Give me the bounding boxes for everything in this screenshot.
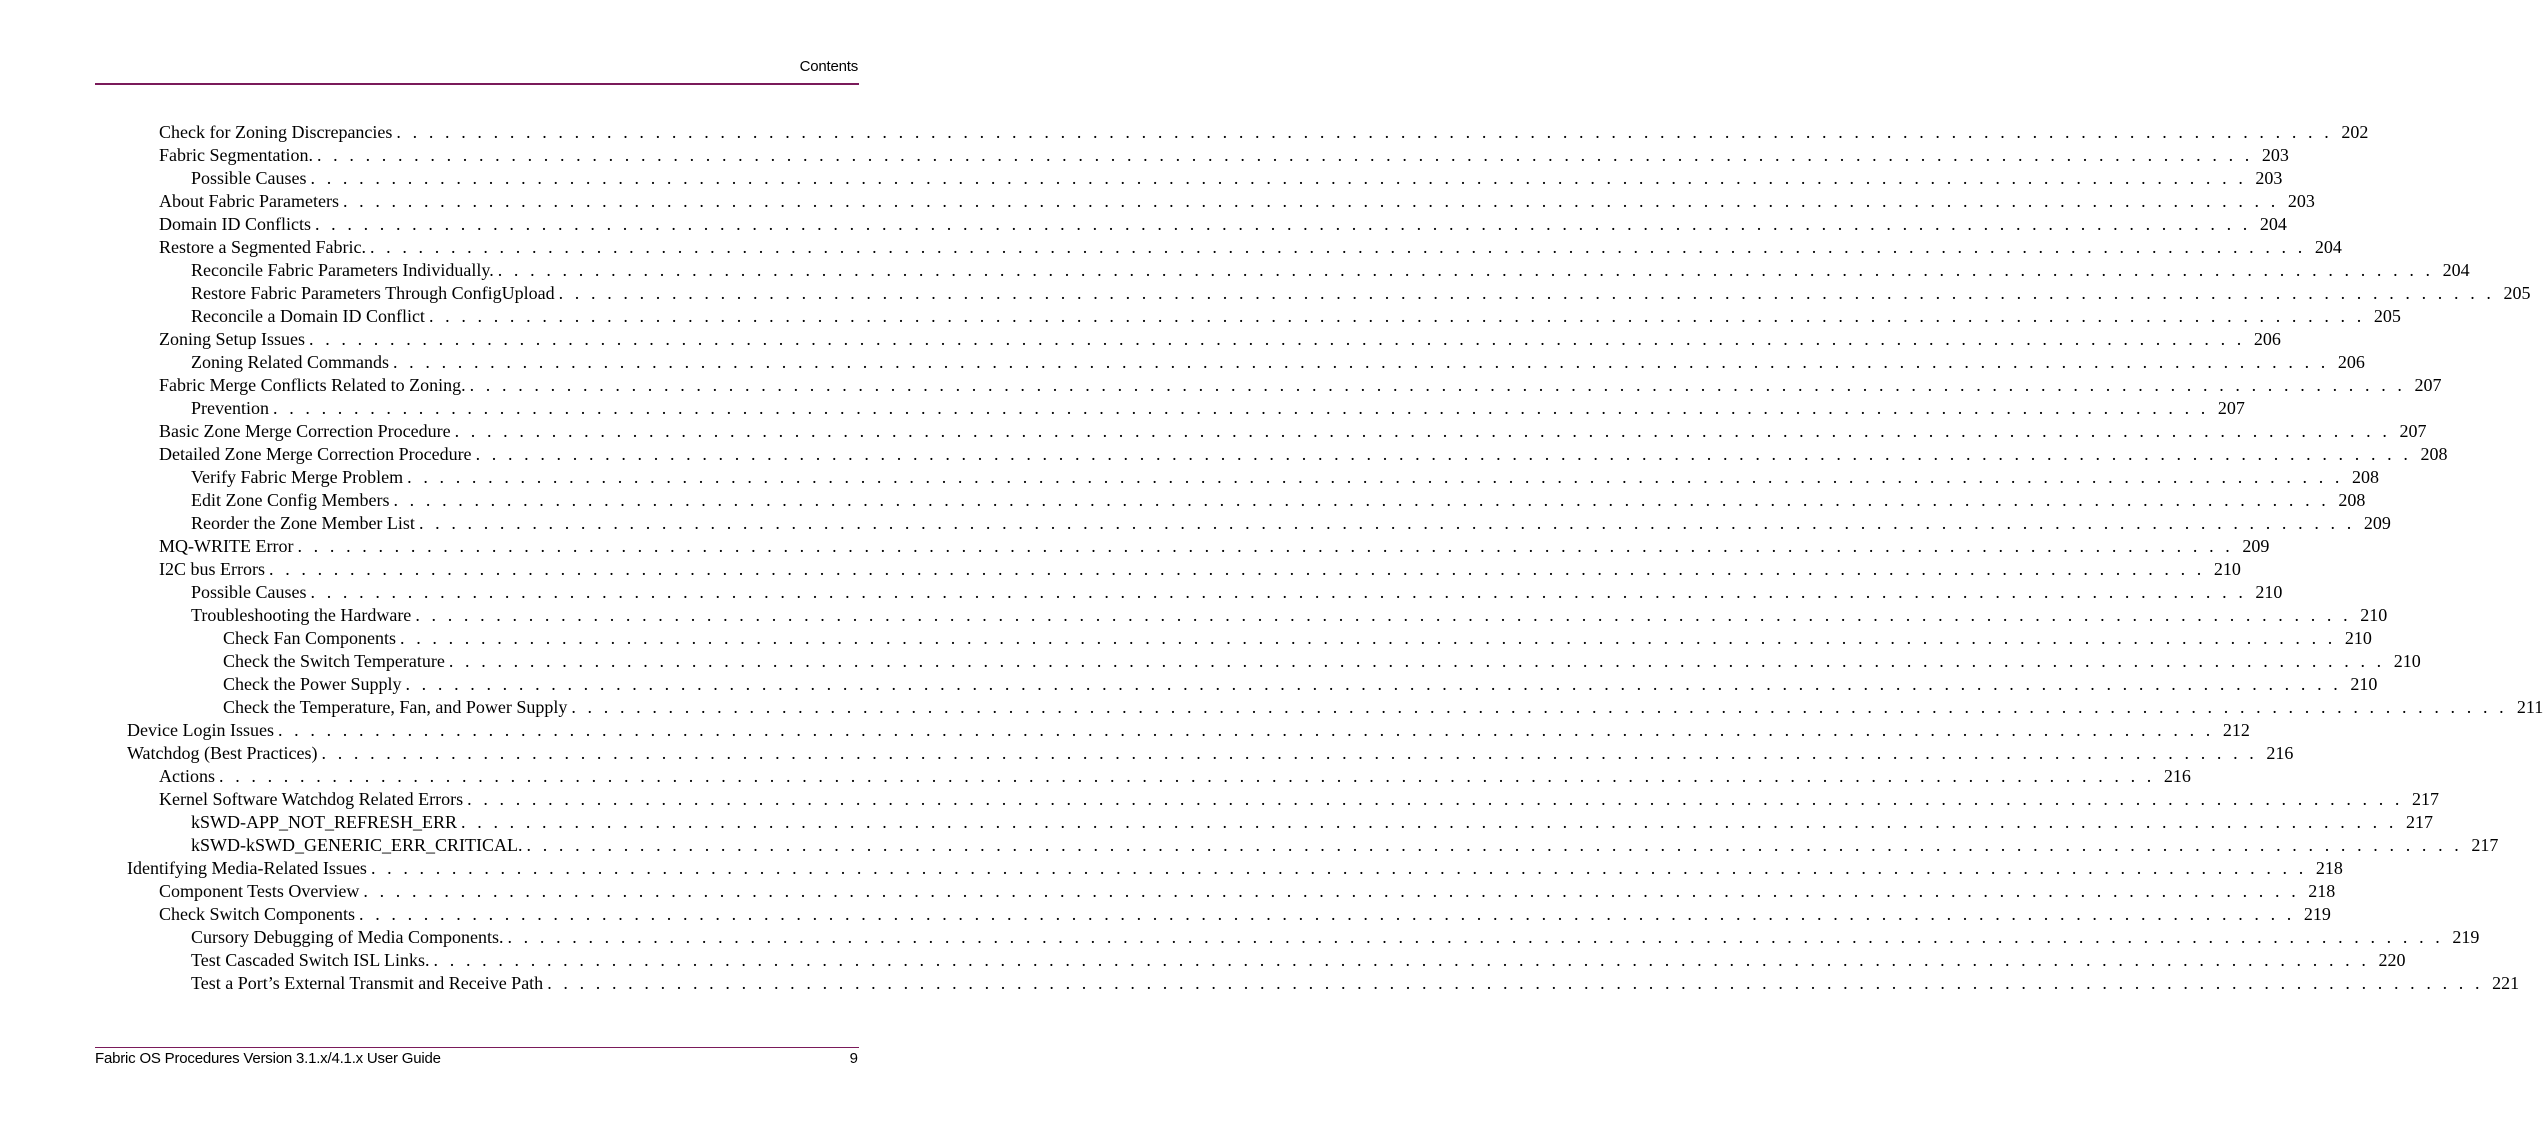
toc-dot-leader: . . . . . . . . . . . . . . . . . . . . . . . . . . . . . . . . . . . . . . . . . . . . . . . . . . . . . . . . . . . . . . . . . . . . . . . . . . . . . . . . . . . . . . . . . . . . . . . . . . . . . . . . . . . . . . . . . . . . . . . . — [448, 651, 2385, 671]
toc-dot-leader: . . . . . . . . . . . . . . . . . . . . . . . . . . . . . . . . . . . . . . . . . . . . . . . . . . . . . . . . . . . . . . . . . . . . . . . . . . . . . . . . . . . . . . . . . . . . . . . . . . . . . . . . . . . . . . . . . . . . . . . . — [475, 444, 2412, 464]
toc-entry-title: Reorder the Zone Member List — [191, 513, 415, 533]
toc-entry-page: 207 — [2217, 398, 2245, 418]
toc-entry[interactable] — [159, 374, 2442, 397]
toc-dot-leader: . . . . . . . . . . . . . . . . . . . . . . . . . . . . . . . . . . . . . . . . . . . . . . . . . . . . . . . . . . . . . . . . . . . . . . . . . . . . . . . . . . . . . . . . . . . . . . . . . . . . . . . . . . . . . . . . . . . . . . . . — [219, 766, 2155, 786]
toc-entry[interactable] — [127, 857, 2343, 880]
toc-dot-leader: . . . . . . . . . . . . . . . . . . . . . . . . . . . . . . . . . . . . . . . . . . . . . . . . . . . . . . . . . . . . . . . . . . . . . . . . . . . . . . . . . . . . . . . . . . . . . . . . . . . . . . . . . . . . . . . . . . . . . . . . — [526, 835, 2463, 855]
toc-entry[interactable] — [191, 489, 2366, 512]
toc-dot-leader: . . . . . . . . . . . . . . . . . . . . . . . . . . . . . . . . . . . . . . . . . . . . . . . . . . . . . . . . . . . . . . . . . . . . . . . . . . . . . . . . . . . . . . . . . . . . . . . . . . . . . . . . . . . . . . . . . . . . . . . . — [396, 122, 2333, 142]
toc-dot-leader: . . . . . . . . . . . . . . . . . . . . . . . . . . . . . . . . . . . . . . . . . . . . . . . . . . . . . . . . . . . . . . . . . . . . . . . . . . . . . . . . . . . . . . . . . . . . . . . . . . . . . . . . . . . . . . . . . . . . . . . . — [415, 605, 2352, 625]
toc-entry-title: Fabric Merge Conflicts Related to Zoning. — [159, 375, 466, 395]
toc-entry-title: Restore a Segmented Fabric. — [159, 237, 366, 257]
toc-entry[interactable] — [191, 305, 2401, 328]
toc-entry[interactable] — [191, 397, 2245, 420]
toc-dot-leader: . . . . . . . . . . . . . . . . . . . . . . . . . . . . . . . . . . . . . . . . . . . . . . . . . . . . . . . . . . . . . . . . . . . . . . . . . . . . . . . . . . . . . . . . . . . . . . . . . . . . . . . . . . . . . . . . . . . . . . . . — [269, 559, 2205, 579]
toc-entry[interactable] — [191, 581, 2283, 604]
toc-entry[interactable] — [127, 742, 2294, 765]
toc-dot-leader: . . . . . . . . . . . . . . . . . . . . . . . . . . . . . . . . . . . . . . . . . . . . . . . . . . . . . . . . . . . . . . . . . . . . . . . . . . . . . . . . . . . . . . . . . . . . . . . . . . . . . . . . . . . . . . . . . . . . . . . . — [342, 191, 2279, 211]
toc-entry-title: Component Tests Overview — [159, 881, 360, 901]
toc-entry-page: 219 — [2303, 904, 2331, 924]
toc-entry-title: Restore Fabric Parameters Through ConfigUpload — [191, 283, 555, 303]
toc-entry-page: 221 — [2492, 973, 2520, 993]
toc-dot-leader: . . . . . . . . . . . . . . . . . . . . . . . . . . . . . . . . . . . . . . . . . . . . . . . . . . . . . . . . . . . . . . . . . . . . . . . . . . . . . . . . . . . . . . . . . . . . . . . . . . . . . . . . . . . . . . . . . . . . . . . . — [428, 306, 2365, 326]
toc-entry-title: Test a Port’s External Transmit and Receive Path — [191, 973, 544, 993]
toc-dot-leader: . . . . . . . . . . . . . . . . . . . . . . . . . . . . . . . . . . . . . . . . . . . . . . . . . . . . . . . . . . . . . . . . . . . . . . . . . . . . . . . . . . . . . . . . . . . . . . . . . . . . . . . . . . . . . . . . . . . . . . . . — [454, 421, 2391, 441]
toc-dot-leader: . . . . . . . . . . . . . . . . . . . . . . . . . . . . . . . . . . . . . . . . . . . . . . . . . . . . . . . . . . . . . . . . . . . . . . . . . . . . . . . . . . . . . . . . . . . . . . . . . . . . . . . . . . . . . . . . . . . . . . . . — [316, 145, 2253, 165]
toc-entry-page: 216 — [2163, 766, 2191, 786]
toc-entry-page: 210 — [2213, 559, 2241, 579]
toc-entry-title: Verify Fabric Merge Problem — [191, 467, 404, 487]
toc-dot-leader: . . . . . . . . . . . . . . . . . . . . . . . . . . . . . . . . . . . . . . . . . . . . . . . . . . . . . . . . . . . . . . . . . . . . . . . . . . . . . . . . . . . . . . . . . . . . . . . . . . . . . . . . . . . . . . . . . . . . . . . . — [571, 697, 2508, 717]
toc-dot-leader: . . . . . . . . . . . . . . . . . . . . . . . . . . . . . . . . . . . . . . . . . . . . . . . . . . . . . . . . . . . . . . . . . . . . . . . . . . . . . . . . . . . . . . . . . . . . . . . . . . . . . . . . . . . . . . . . . . . . . . . . — [405, 674, 2342, 694]
toc-entry[interactable] — [191, 512, 2391, 535]
toc-dot-leader: . . . . . . . . . . . . . . . . . . . . . . . . . . . . . . . . . . . . . . . . . . . . . . . . . . . . . . . . . . . . . . . . . . . . . . . . . . . . . . . . . . . . . . . . . . . . . . . . . . . . . . . . . . . . . . . . . . . . . . . . — [418, 513, 2355, 533]
toc-entry[interactable] — [159, 880, 2336, 903]
toc-entry-title: Domain ID Conflicts — [159, 214, 311, 234]
toc-entry-title: Possible Causes — [191, 168, 307, 188]
toc-entry-title: Troubleshooting the Hardware — [191, 605, 412, 625]
toc-entry[interactable] — [159, 420, 2427, 443]
toc-entry[interactable] — [191, 834, 2499, 857]
toc-entry-title: MQ-WRITE Error — [159, 536, 294, 556]
toc-dot-leader: . . . . . . . . . . . . . . . . . . . . . . . . . . . . . . . . . . . . . . . . . . . . . . . . . . . . . . . . . . . . . . . . . . . . . . . . . . . . . . . . . . . . . . . . . . . . . . . . . . . . . . . . . . . . . . . . . . . . . . . . — [297, 536, 2234, 556]
toc-entry-title: Check for Zoning Discrepancies — [159, 122, 393, 142]
toc-entry[interactable] — [159, 190, 2315, 213]
toc-entry[interactable] — [223, 650, 2421, 673]
toc-entry-title: Fabric Segmentation. — [159, 145, 313, 165]
toc-entry[interactable] — [159, 144, 2289, 167]
toc-entry[interactable] — [191, 811, 2433, 834]
toc-entry-page: 208 — [2338, 490, 2366, 510]
toc-entry[interactable] — [159, 328, 2281, 351]
toc-entry-page: 204 — [2442, 260, 2470, 280]
toc-entry-title: kSWD-APP_NOT_REFRESH_ERR — [191, 812, 458, 832]
toc-dot-leader: . . . . . . . . . . . . . . . . . . . . . . . . . . . . . . . . . . . . . . . . . . . . . . . . . . . . . . . . . . . . . . . . . . . . . . . . . . . . . . . . . . . . . . . . . . . . . . . . . . . . . . . . . . . . . . . . . . . . . . . . — [467, 789, 2404, 809]
toc-dot-leader: . . . . . . . . . . . . . . . . . . . . . . . . . . . . . . . . . . . . . . . . . . . . . . . . . . . . . . . . . . . . . . . . . . . . . . . . . . . . . . . . . . . . . . . . . . . . . . . . . . . . . . . . . . . . . . . . . . . . . . . . — [309, 329, 2245, 349]
toc-entry-title: Basic Zone Merge Correction Procedure — [159, 421, 451, 441]
toc-entry-title: About Fabric Parameters — [159, 191, 339, 211]
toc-dot-leader: . . . . . . . . . . . . . . . . . . . . . . . . . . . . . . . . . . . . . . . . . . . . . . . . . . . . . . . . . . . . . . . . . . . . . . . . . . . . . . . . . . . . . . . . . . . . . . . . . . . . . . . . . . . . . . . . . . . . . . . . — [369, 237, 2306, 257]
toc-entry[interactable] — [191, 259, 2470, 282]
toc-entry-title: Zoning Related Commands — [191, 352, 389, 372]
toc-entry-page: 208 — [2420, 444, 2448, 464]
toc-entry-title: Test Cascaded Switch ISL Links. — [191, 950, 430, 970]
toc-entry-title: Check the Temperature, Fan, and Power Supply — [223, 697, 568, 717]
toc-entry[interactable] — [223, 627, 2372, 650]
toc-entry-page: 207 — [2399, 421, 2427, 441]
running-head: Contents — [799, 58, 858, 75]
toc-entry-page: 204 — [2314, 237, 2342, 257]
toc-entry-title: Device Login Issues — [127, 720, 274, 740]
toc-entry[interactable] — [159, 903, 2331, 926]
toc-entry-page: 211 — [2516, 697, 2543, 717]
toc-entry[interactable] — [159, 443, 2448, 466]
toc-entry-page: 203 — [2287, 191, 2315, 211]
toc-entry[interactable] — [191, 949, 2406, 972]
toc-dot-leader: . . . . . . . . . . . . . . . . . . . . . . . . . . . . . . . . . . . . . . . . . . . . . . . . . . . . . . . . . . . . . . . . . . . . . . . . . . . . . . . . . . . . . . . . . . . . . . . . . . . . . . . . . . . . . . . . . . . . . . . . — [363, 881, 2300, 901]
toc-entry-page: 205 — [2503, 283, 2531, 303]
toc-entry-title: I2C bus Errors — [159, 559, 265, 579]
toc-entry-title: Check Fan Components — [223, 628, 396, 648]
toc-dot-leader: . . . . . . . . . . . . . . . . . . . . . . . . . . . . . . . . . . . . . . . . . . . . . . . . . . . . . . . . . . . . . . . . . . . . . . . . . . . . . . . . . . . . . . . . . . . . . . . . . . . . . . . . . . . . . . . . . . . . . . . . — [359, 904, 2295, 924]
toc-entry[interactable] — [159, 765, 2191, 788]
toc-dot-leader: . . . . . . . . . . . . . . . . . . . . . . . . . . . . . . . . . . . . . . . . . . . . . . . . . . . . . . . . . . . . . . . . . . . . . . . . . . . . . . . . . . . . . . . . . . . . . . . . . . . . . . . . . . . . . . . . . . . . . . . . — [273, 398, 2209, 418]
toc-entry[interactable] — [191, 972, 2520, 995]
toc-dot-leader: . . . . . . . . . . . . . . . . . . . . . . . . . . . . . . . . . . . . . . . . . . . . . . . . . . . . . . . . . . . . . . . . . . . . . . . . . . . . . . . . . . . . . . . . . . . . . . . . . . . . . . . . . . . . . . . . . . . . . . . . — [321, 743, 2258, 763]
toc-entry-page: 210 — [2350, 674, 2378, 694]
toc-entry-page: 220 — [2378, 950, 2406, 970]
toc-entry-page: 206 — [2253, 329, 2281, 349]
toc-entry-title: Cursory Debugging of Media Components. — [191, 927, 504, 947]
toc-dot-leader: . . . . . . . . . . . . . . . . . . . . . . . . . . . . . . . . . . . . . . . . . . . . . . . . . . . . . . . . . . . . . . . . . . . . . . . . . . . . . . . . . . . . . . . . . . . . . . . . . . . . . . . . . . . . . . . . . . . . . . . . — [392, 352, 2329, 372]
toc-entry[interactable] — [191, 604, 2388, 627]
toc-entry-page: 208 — [2352, 467, 2380, 487]
toc-entry-page: 203 — [2255, 168, 2283, 188]
toc-dot-leader: . . . . . . . . . . . . . . . . . . . . . . . . . . . . . . . . . . . . . . . . . . . . . . . . . . . . . . . . . . . . . . . . . . . . . . . . . . . . . . . . . . . . . . . . . . . . . . . . . . . . . . . . . . . . . . . . . . . . . . . . — [469, 375, 2406, 395]
toc-entry-page: 204 — [2259, 214, 2287, 234]
toc-entry[interactable] — [191, 466, 2380, 489]
toc-entry[interactable] — [127, 719, 2250, 742]
header-rule — [95, 83, 859, 85]
toc-dot-leader: . . . . . . . . . . . . . . . . . . . . . . . . . . . . . . . . . . . . . . . . . . . . . . . . . . . . . . . . . . . . . . . . . . . . . . . . . . . . . . . . . . . . . . . . . . . . . . . . . . . . . . . . . . . . . . . . . . . . . . . . — [497, 260, 2434, 280]
toc-entry-title: Watchdog (Best Practices) — [127, 743, 318, 763]
toc-entry-title: Possible Causes — [191, 582, 307, 602]
toc-dot-leader: . . . . . . . . . . . . . . . . . . . . . . . . . . . . . . . . . . . . . . . . . . . . . . . . . . . . . . . . . . . . . . . . . . . . . . . . . . . . . . . . . . . . . . . . . . . . . . . . . . . . . . . . . . . . . . . . . . . . . . . . — [400, 628, 2336, 648]
toc-entry[interactable] — [159, 558, 2241, 581]
toc-entry-title: Actions — [159, 766, 215, 786]
toc-dot-leader: . . . . . . . . . . . . . . . . . . . . . . . . . . . . . . . . . . . . . . . . . . . . . . . . . . . . . . . . . . . . . . . . . . . . . . . . . . . . . . . . . . . . . . . . . . . . . . . . . . . . . . . . . . . . . . . . . . . . . . . . — [507, 927, 2444, 947]
toc-entry-page: 219 — [2452, 927, 2480, 947]
toc-entry-page: 216 — [2266, 743, 2294, 763]
toc-dot-leader: . . . . . . . . . . . . . . . . . . . . . . . . . . . . . . . . . . . . . . . . . . . . . . . . . . . . . . . . . . . . . . . . . . . . . . . . . . . . . . . . . . . . . . . . . . . . . . . . . . . . . . . . . . . . . . . . . . . . . . . . — [461, 812, 2397, 832]
toc-dot-leader: . . . . . . . . . . . . . . . . . . . . . . . . . . . . . . . . . . . . . . . . . . . . . . . . . . . . . . . . . . . . . . . . . . . . . . . . . . . . . . . . . . . . . . . . . . . . . . . . . . . . . . . . . . . . . . . . . . . . . . . . — [277, 720, 2214, 740]
toc-entry-page: 217 — [2471, 835, 2499, 855]
toc-entry-page: 210 — [2393, 651, 2421, 671]
toc-entry-page: 209 — [2363, 513, 2391, 533]
toc-entry-title: Prevention — [191, 398, 269, 418]
toc-entry-page: 218 — [2315, 858, 2343, 878]
toc-entry-page: 210 — [2344, 628, 2372, 648]
toc-entry-title: Reconcile a Domain ID Conflict — [191, 306, 425, 326]
footer-document-title: Fabric OS Procedures Version 3.1.x/4.1.x User Guide — [95, 1050, 441, 1067]
toc-entry[interactable] — [159, 121, 2369, 144]
toc-entry-page: 207 — [2414, 375, 2442, 395]
toc-entry[interactable] — [159, 236, 2342, 259]
toc-entry-page: 205 — [2373, 306, 2401, 326]
toc-dot-leader: . . . . . . . . . . . . . . . . . . . . . . . . . . . . . . . . . . . . . . . . . . . . . . . . . . . . . . . . . . . . . . . . . . . . . . . . . . . . . . . . . . . . . . . . . . . . . . . . . . . . . . . . . . . . . . . . . . . . . . . . — [433, 950, 2370, 970]
toc-entry[interactable] — [159, 213, 2287, 236]
toc-entry-page: 217 — [2405, 812, 2433, 832]
toc-dot-leader: . . . . . . . . . . . . . . . . . . . . . . . . . . . . . . . . . . . . . . . . . . . . . . . . . . . . . . . . . . . . . . . . . . . . . . . . . . . . . . . . . . . . . . . . . . . . . . . . . . . . . . . . . . . . . . . . . . . . . . . . — [393, 490, 2330, 510]
toc-entry-page: 206 — [2337, 352, 2365, 372]
toc-entry-title: Check the Power Supply — [223, 674, 402, 694]
toc-dot-leader: . . . . . . . . . . . . . . . . . . . . . . . . . . . . . . . . . . . . . . . . . . . . . . . . . . . . . . . . . . . . . . . . . . . . . . . . . . . . . . . . . . . . . . . . . . . . . . . . . . . . . . . . . . . . . . . . . . . . . . . . — [310, 168, 2247, 188]
toc-entry-page: 209 — [2242, 536, 2270, 556]
footer-rule — [95, 1047, 859, 1048]
toc-entry-title: Check Switch Components — [159, 904, 355, 924]
toc-entry-title: Check the Switch Temperature — [223, 651, 445, 671]
toc-dot-leader: . . . . . . . . . . . . . . . . . . . . . . . . . . . . . . . . . . . . . . . . . . . . . . . . . . . . . . . . . . . . . . . . . . . . . . . . . . . . . . . . . . . . . . . . . . . . . . . . . . . . . . . . . . . . . . . . . . . . . . . . — [558, 283, 2495, 303]
toc-entry-page: 210 — [2255, 582, 2283, 602]
toc-entry[interactable] — [191, 926, 2480, 949]
toc-entry-page: 218 — [2308, 881, 2336, 901]
toc-entry[interactable] — [223, 673, 2378, 696]
toc-dot-leader: . . . . . . . . . . . . . . . . . . . . . . . . . . . . . . . . . . . . . . . . . . . . . . . . . . . . . . . . . . . . . . . . . . . . . . . . . . . . . . . . . . . . . . . . . . . . . . . . . . . . . . . . . . . . . . . . . . . . . . . . — [407, 467, 2344, 487]
footer-page-number: 9 — [849, 1050, 858, 1067]
toc-dot-leader: . . . . . . . . . . . . . . . . . . . . . . . . . . . . . . . . . . . . . . . . . . . . . . . . . . . . . . . . . . . . . . . . . . . . . . . . . . . . . . . . . . . . . . . . . . . . . . . . . . . . . . . . . . . . . . . . . . . . . . . . — [310, 582, 2247, 602]
toc-entry[interactable] — [191, 282, 2531, 305]
toc-entry[interactable] — [159, 535, 2270, 558]
toc-entry-title: Kernel Software Watchdog Related Errors — [159, 789, 464, 809]
toc-entry-title: Edit Zone Config Members — [191, 490, 390, 510]
toc-entry[interactable] — [191, 167, 2283, 190]
toc-entry[interactable] — [159, 788, 2440, 811]
toc-entry-page: 212 — [2222, 720, 2250, 740]
toc-entry-title: Zoning Setup Issues — [159, 329, 305, 349]
toc-dot-leader: . . . . . . . . . . . . . . . . . . . . . . . . . . . . . . . . . . . . . . . . . . . . . . . . . . . . . . . . . . . . . . . . . . . . . . . . . . . . . . . . . . . . . . . . . . . . . . . . . . . . . . . . . . . . . . . . . . . . . . . . — [547, 973, 2484, 993]
toc-dot-leader: . . . . . . . . . . . . . . . . . . . . . . . . . . . . . . . . . . . . . . . . . . . . . . . . . . . . . . . . . . . . . . . . . . . . . . . . . . . . . . . . . . . . . . . . . . . . . . . . . . . . . . . . . . . . . . . . . . . . . . . . — [370, 858, 2307, 878]
toc-entry-title: Reconcile Fabric Parameters Individually. — [191, 260, 494, 280]
toc-entry-page: 202 — [2341, 122, 2369, 142]
toc-entry[interactable] — [191, 351, 2365, 374]
toc-entry-title: Identifying Media-Related Issues — [127, 858, 367, 878]
toc-dot-leader: . . . . . . . . . . . . . . . . . . . . . . . . . . . . . . . . . . . . . . . . . . . . . . . . . . . . . . . . . . . . . . . . . . . . . . . . . . . . . . . . . . . . . . . . . . . . . . . . . . . . . . . . . . . . . . . . . . . . . . . . — [314, 214, 2251, 234]
toc-entry-page: 210 — [2360, 605, 2388, 625]
toc-entry-title: kSWD-kSWD_GENERIC_ERR_CRITICAL. — [191, 835, 523, 855]
toc-entry[interactable] — [223, 696, 2543, 719]
toc-entry-page: 203 — [2261, 145, 2289, 165]
toc-entry-page: 217 — [2412, 789, 2440, 809]
toc-entry-title: Detailed Zone Merge Correction Procedure — [159, 444, 472, 464]
